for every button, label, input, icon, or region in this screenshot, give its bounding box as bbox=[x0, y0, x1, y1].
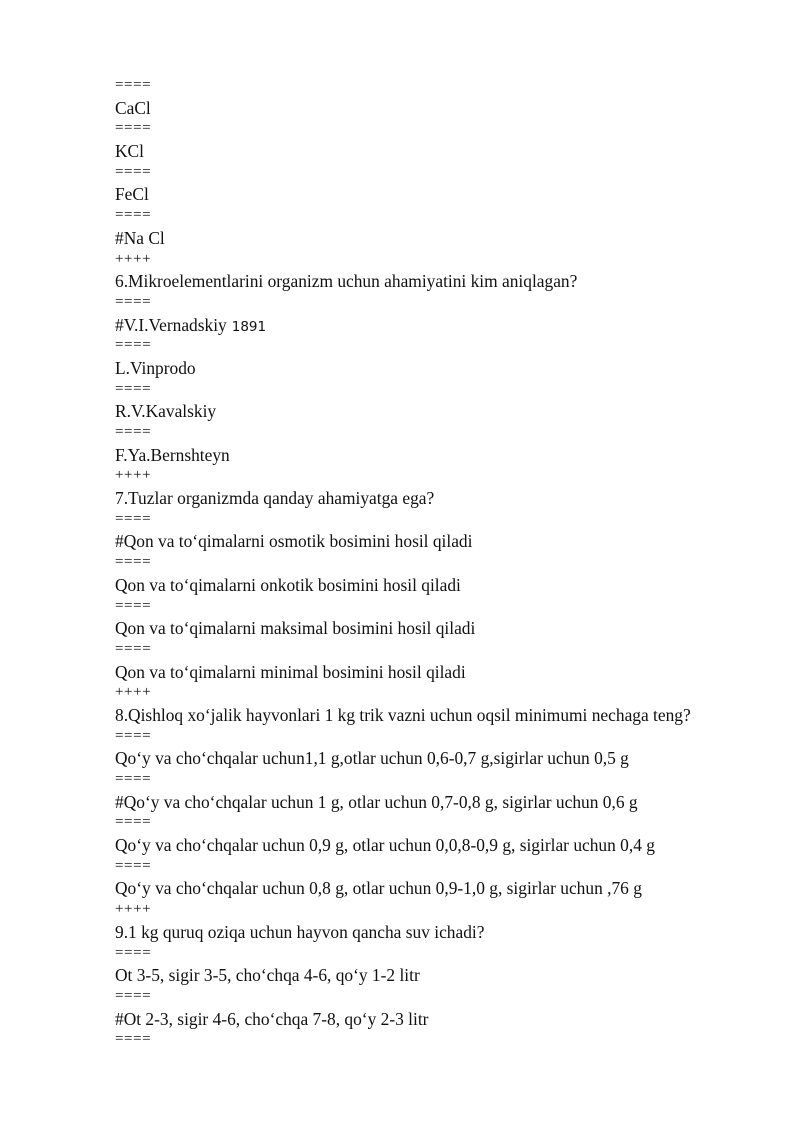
line-text: CaCl bbox=[115, 97, 151, 118]
separator-line bbox=[115, 206, 785, 228]
separator-text: ==== bbox=[115, 554, 152, 571]
separator-text: ==== bbox=[115, 987, 152, 1004]
separator-line bbox=[115, 727, 785, 749]
text-line bbox=[115, 878, 785, 900]
line-text: KCl bbox=[115, 141, 144, 162]
separator-line bbox=[115, 76, 785, 98]
separator-line bbox=[115, 813, 785, 835]
text-line bbox=[115, 271, 785, 293]
line-text: Qo‘y va cho‘chqalar uchun 0,9 g, otlar uchun 0,0,8-0,9 g, sigirlar uchun 0,4 g bbox=[115, 835, 655, 856]
line-text: #Qon va to‘qimalarni osmotik bosimini hosil qiladi bbox=[115, 531, 473, 552]
text-line bbox=[115, 792, 785, 814]
line-text: L.Vinprodo bbox=[115, 357, 196, 378]
text-line bbox=[115, 228, 785, 250]
text-line bbox=[115, 835, 785, 857]
separator-text: ==== bbox=[115, 814, 152, 831]
separator-line bbox=[115, 163, 785, 185]
separator-text: ==== bbox=[115, 640, 152, 657]
separator-line bbox=[115, 553, 785, 575]
line-text: #V.I.Vernadskiy bbox=[115, 314, 227, 335]
line-text: F.Ya.Bernshteyn bbox=[115, 444, 230, 465]
separator-text: ==== bbox=[115, 120, 152, 137]
line-text: 7.Tuzlar organizmda qanday ahamiyatga ega? bbox=[115, 488, 435, 509]
text-line bbox=[115, 98, 785, 120]
text-line bbox=[115, 965, 785, 987]
line-text: Qon va to‘qimalarni onkotik bosimini hosil qiladi bbox=[115, 574, 461, 595]
line-text: #Qo‘y va cho‘chqalar uchun 1 g, otlar uchun 0,7-0,8 g, sigirlar uchun 0,6 g bbox=[115, 791, 638, 812]
text-line bbox=[115, 184, 785, 206]
text-line bbox=[115, 141, 785, 163]
separator-text: ==== bbox=[115, 293, 152, 310]
document-lines bbox=[115, 76, 785, 1052]
separator-line bbox=[115, 293, 785, 315]
separator-text: ==== bbox=[115, 944, 152, 961]
separator-text: ==== bbox=[115, 857, 152, 874]
separator-text: ==== bbox=[115, 380, 152, 397]
line-text: 8.Qishloq xo‘jalik hayvonlari 1 kg trik vazni uchun oqsil minimumi nechaga teng? bbox=[115, 704, 691, 725]
separator-line bbox=[115, 683, 785, 705]
separator-line bbox=[115, 1030, 785, 1052]
separator-line bbox=[115, 597, 785, 619]
line-text: Qon va to‘qimalarni minimal bosimini hosil qiladi bbox=[115, 661, 466, 682]
line-text: #Ot 2-3, sigir 4-6, cho‘chqa 7-8, qo‘y 2-3 litr bbox=[115, 1008, 429, 1029]
text-line bbox=[115, 488, 785, 510]
text-line bbox=[115, 618, 785, 640]
separator-text: ==== bbox=[115, 337, 152, 354]
line-text: Ot 3-5, sigir 3-5, cho‘chqa 4-6, qo‘y 1-2 litr bbox=[115, 965, 420, 986]
separator-line bbox=[115, 987, 785, 1009]
line-text: R.V.Kavalskiy bbox=[115, 401, 217, 422]
separator-line bbox=[115, 336, 785, 358]
line-text: 6.Mikroelementlarini organizm uchun ahamiyatini kim aniqlagan? bbox=[115, 271, 578, 292]
separator-text: ==== bbox=[115, 727, 152, 744]
separator-text: ==== bbox=[115, 1031, 152, 1048]
text-line bbox=[115, 1009, 785, 1031]
text-line bbox=[115, 705, 785, 727]
text-line bbox=[115, 662, 785, 684]
separator-text: ++++ bbox=[115, 467, 152, 484]
separator-line bbox=[115, 510, 785, 532]
separator-text: ++++ bbox=[115, 250, 152, 267]
text-line bbox=[115, 575, 785, 597]
separator-text: ==== bbox=[115, 771, 152, 787]
separator-line bbox=[115, 640, 785, 662]
text-line bbox=[115, 445, 785, 467]
line-extra-text: 1891 bbox=[231, 318, 267, 335]
separator-line bbox=[115, 900, 785, 922]
separator-text: ==== bbox=[115, 424, 152, 440]
text-line bbox=[115, 531, 785, 553]
text-line bbox=[115, 315, 785, 337]
separator-line bbox=[115, 770, 785, 792]
separator-text: ++++ bbox=[115, 901, 152, 918]
separator-line bbox=[115, 423, 785, 445]
line-text: Qo‘y va cho‘chqalar uchun1,1 g,otlar uchun 0,6-0,7 g,sigirlar uchun 0,5 g bbox=[115, 748, 629, 769]
separator-line bbox=[115, 250, 785, 272]
separator-text: ++++ bbox=[115, 684, 152, 701]
separator-line bbox=[115, 857, 785, 879]
separator-text: ==== bbox=[115, 207, 152, 224]
separator-line bbox=[115, 380, 785, 402]
line-text: FeCl bbox=[115, 184, 149, 205]
text-line bbox=[115, 358, 785, 380]
separator-text: ==== bbox=[115, 510, 152, 527]
line-text: 9.1 kg quruq oziqa uchun hayvon qancha suv ichadi? bbox=[115, 921, 485, 942]
line-text: Qo‘y va cho‘chqalar uchun 0,8 g, otlar uchun 0,9-1,0 g, sigirlar uchun ,76 g bbox=[115, 878, 642, 899]
separator-text: ==== bbox=[115, 597, 152, 614]
text-line bbox=[115, 748, 785, 770]
separator-line bbox=[115, 119, 785, 141]
line-text: Qon va to‘qimalarni maksimal bosimini hosil qiladi bbox=[115, 618, 476, 639]
separator-text: ==== bbox=[115, 163, 152, 180]
text-line bbox=[115, 922, 785, 944]
line-text: #Na Cl bbox=[115, 227, 165, 248]
separator-text: ==== bbox=[115, 77, 152, 93]
separator-line bbox=[115, 944, 785, 966]
separator-line bbox=[115, 466, 785, 488]
text-line bbox=[115, 401, 785, 423]
